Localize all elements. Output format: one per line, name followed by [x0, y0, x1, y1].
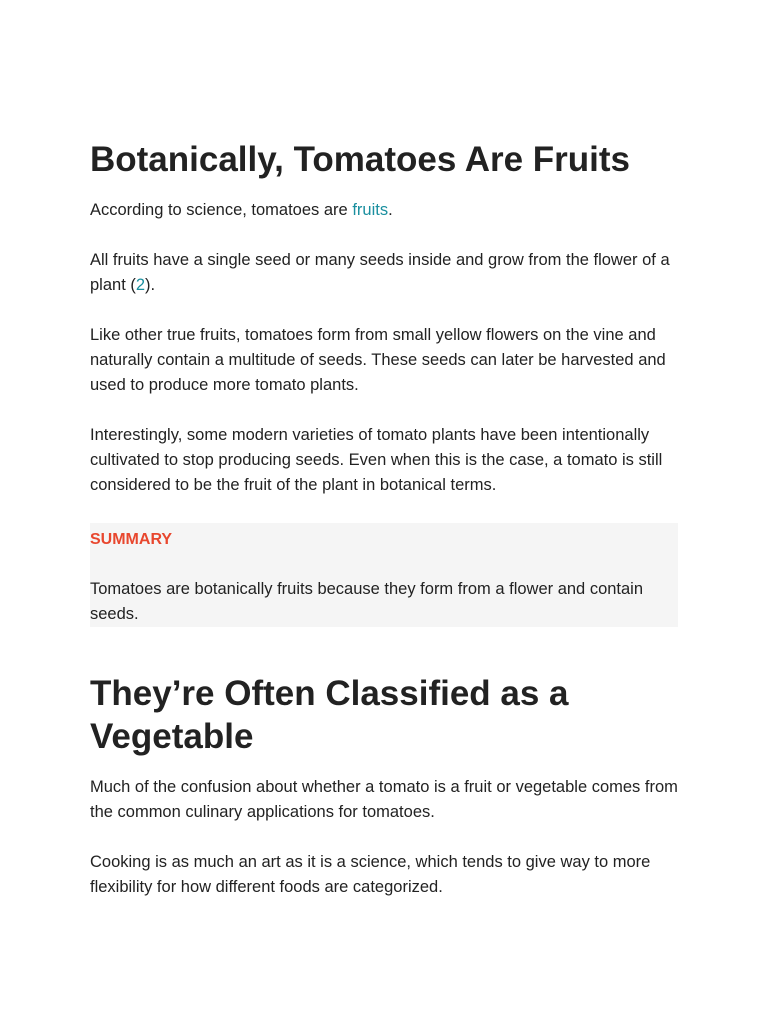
- paragraph-text: ).: [145, 276, 156, 294]
- summary-label: SUMMARY: [90, 531, 173, 548]
- article-body: [90, 138, 678, 900]
- paragraph-modern-varieties: Interestingly, some modern varieties of tomato plants have been intentionally cultivated to stop producing seeds. Even when this is the case, a tomato is still considered to be the fruit of the plant in botanical terms.: [90, 426, 663, 494]
- paragraph-text: According to science, tomatoes are: [90, 201, 353, 219]
- paragraph-text: All fruits have a single seed or many seeds inside and grow from the flower of a plant (: [90, 251, 670, 294]
- paragraph-true-fruits: Like other true fruits, tomatoes form from small yellow flowers on the vine and naturally contain a multitude of seeds. These seeds can later be harvested and used to produce more tomato plants.: [90, 326, 666, 394]
- section-heading-vegetable: They’re Often Classified as a Vegetable: [90, 674, 569, 756]
- section-heading-botanically: Botanically, Tomatoes Are Fruits: [90, 140, 631, 179]
- paragraph-text: .: [388, 201, 393, 219]
- paragraph-science: [90, 198, 678, 223]
- paragraph-confusion: Much of the confusion about whether a tomato is a fruit or vegetable comes from the common culinary applications for tomatoes.: [90, 778, 678, 821]
- paragraph-seeds: [90, 248, 678, 298]
- paragraph-cooking: Cooking is as much an art as it is a science, which tends to give way to more flexibility for how different foods are categorized.: [90, 853, 651, 896]
- fruits-link[interactable]: fruits: [352, 201, 389, 219]
- summary-text: Tomatoes are botanically fruits because they form from a flower and contain seeds.: [90, 580, 644, 623]
- reference-link-2[interactable]: 2: [135, 276, 146, 294]
- summary-box: [90, 523, 678, 627]
